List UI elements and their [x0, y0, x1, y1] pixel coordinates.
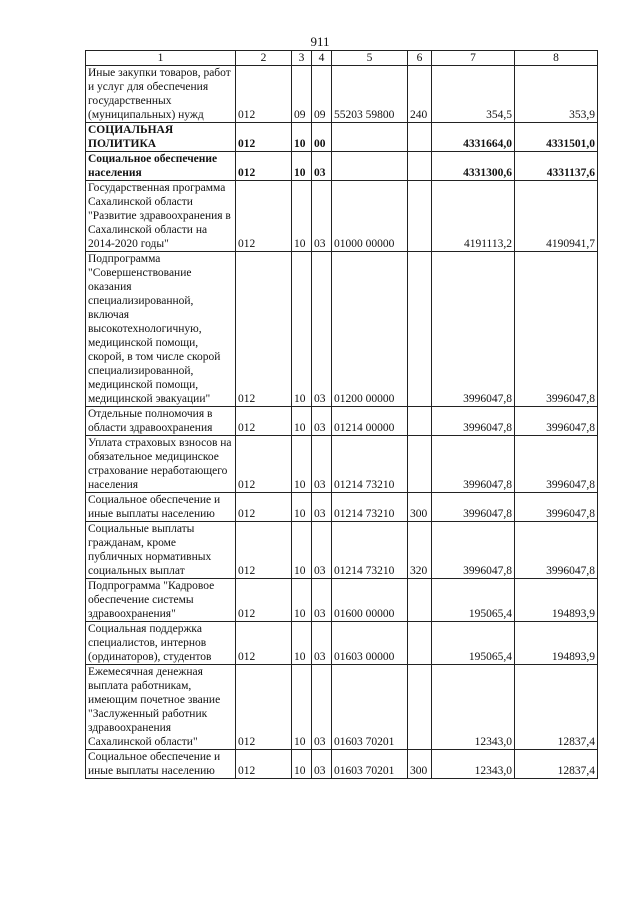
- table-row: [86, 493, 598, 522]
- expense-type-cell: [408, 407, 432, 436]
- amount-cell: 4331664,0: [432, 123, 515, 152]
- amount-cell: 3996047,8: [432, 493, 515, 522]
- table-row: [86, 252, 598, 407]
- subsection-cell: 03: [312, 407, 332, 436]
- code-cell: 012: [236, 579, 292, 622]
- target-article-cell: 01214 73210: [332, 493, 408, 522]
- amount-cell: 3996047,8: [432, 407, 515, 436]
- expense-type-cell: [408, 622, 432, 665]
- amount-cell: 194893,9: [515, 579, 598, 622]
- amount-cell: 353,9: [515, 66, 598, 123]
- table-row: [86, 66, 598, 123]
- table-row: [86, 522, 598, 579]
- section-cell: 10: [292, 436, 312, 493]
- column-header: 3: [292, 51, 312, 66]
- code-cell: 012: [236, 66, 292, 123]
- row-name-cell: Отдельные полномочия в области здравоохранения: [86, 407, 236, 436]
- table-header-row: [86, 51, 598, 66]
- amount-cell: 3996047,8: [515, 252, 598, 407]
- amount-cell: 12343,0: [432, 665, 515, 750]
- amount-cell: 195065,4: [432, 579, 515, 622]
- row-name-cell: Социальное обеспечение населения: [86, 152, 236, 181]
- section-cell: 10: [292, 665, 312, 750]
- amount-cell: 12343,0: [432, 750, 515, 779]
- subsection-cell: 03: [312, 522, 332, 579]
- subsection-cell: 03: [312, 750, 332, 779]
- amount-cell: 3996047,8: [432, 252, 515, 407]
- amount-cell: 195065,4: [432, 622, 515, 665]
- row-name-cell: Социальная поддержка специалистов, интернов (ординаторов), студентов: [86, 622, 236, 665]
- column-header: 6: [408, 51, 432, 66]
- row-name-cell: СОЦИАЛЬНАЯ ПОЛИТИКА: [86, 123, 236, 152]
- amount-cell: 3996047,8: [432, 522, 515, 579]
- expense-type-cell: [408, 152, 432, 181]
- row-name-cell: Социальное обеспечение и иные выплаты населению: [86, 750, 236, 779]
- amount-cell: 194893,9: [515, 622, 598, 665]
- table-body: [86, 66, 598, 779]
- subsection-cell: 09: [312, 66, 332, 123]
- amount-cell: 4331501,0: [515, 123, 598, 152]
- target-article-cell: 01603 70201: [332, 750, 408, 779]
- section-cell: 10: [292, 181, 312, 252]
- expense-type-cell: [408, 436, 432, 493]
- target-article-cell: 01600 00000: [332, 579, 408, 622]
- page-number: 911: [310, 34, 330, 49]
- subsection-cell: 03: [312, 181, 332, 252]
- subsection-cell: 03: [312, 436, 332, 493]
- expense-type-cell: 300: [408, 493, 432, 522]
- table-row: [86, 622, 598, 665]
- column-header: 5: [332, 51, 408, 66]
- target-article-cell: 01214 73210: [332, 436, 408, 493]
- expense-type-cell: 240: [408, 66, 432, 123]
- code-cell: 012: [236, 181, 292, 252]
- subsection-cell: 00: [312, 123, 332, 152]
- amount-cell: 4190941,7: [515, 181, 598, 252]
- table-row: [86, 407, 598, 436]
- expense-type-cell: [408, 252, 432, 407]
- subsection-cell: 03: [312, 493, 332, 522]
- table-row: [86, 750, 598, 779]
- row-name-cell: Иные закупки товаров, работ и услуг для обеспечения государственных (муниципальных) нужд: [86, 66, 236, 123]
- row-name-cell: Уплата страховых взносов на обязательное медицинское страхование неработающего населения: [86, 436, 236, 493]
- column-header: 4: [312, 51, 332, 66]
- expense-type-cell: 300: [408, 750, 432, 779]
- section-cell: 10: [292, 622, 312, 665]
- amount-cell: 354,5: [432, 66, 515, 123]
- table-row: [86, 436, 598, 493]
- amount-cell: 3996047,8: [432, 436, 515, 493]
- section-cell: 10: [292, 407, 312, 436]
- section-cell: 10: [292, 493, 312, 522]
- row-name-cell: Государственная программа Сахалинской области "Развитие здравоохранения в Сахалинской области на 2014-2020 годы": [86, 181, 236, 252]
- subsection-cell: 03: [312, 152, 332, 181]
- target-article-cell: 55203 59800: [332, 66, 408, 123]
- table-row: [86, 579, 598, 622]
- column-header: 2: [236, 51, 292, 66]
- amount-cell: 3996047,8: [515, 407, 598, 436]
- code-cell: 012: [236, 152, 292, 181]
- target-article-cell: 01603 70201: [332, 665, 408, 750]
- amount-cell: 12837,4: [515, 665, 598, 750]
- section-cell: 10: [292, 522, 312, 579]
- row-name-cell: Социальные выплаты гражданам, кроме публичных нормативных социальных выплат: [86, 522, 236, 579]
- section-cell: 09: [292, 66, 312, 123]
- code-cell: 012: [236, 665, 292, 750]
- section-cell: 10: [292, 579, 312, 622]
- amount-cell: 3996047,8: [515, 522, 598, 579]
- expense-type-cell: [408, 579, 432, 622]
- target-article-cell: 01000 00000: [332, 181, 408, 252]
- table-row: [86, 123, 598, 152]
- code-cell: 012: [236, 493, 292, 522]
- table-row: [86, 152, 598, 181]
- target-article-cell: [332, 123, 408, 152]
- section-cell: 10: [292, 252, 312, 407]
- code-cell: 012: [236, 436, 292, 493]
- row-name-cell: Подпрограмма "Кадровое обеспечение системы здравоохранения": [86, 579, 236, 622]
- expense-type-cell: [408, 665, 432, 750]
- target-article-cell: 01214 73210: [332, 522, 408, 579]
- amount-cell: 4191113,2: [432, 181, 515, 252]
- budget-table: [85, 50, 598, 779]
- subsection-cell: 03: [312, 622, 332, 665]
- expense-type-cell: 320: [408, 522, 432, 579]
- amount-cell: 4331300,6: [432, 152, 515, 181]
- section-cell: 10: [292, 152, 312, 181]
- amount-cell: 12837,4: [515, 750, 598, 779]
- code-cell: 012: [236, 522, 292, 579]
- row-name-cell: Ежемесячная денежная выплата работникам, имеющим почетное звание "Заслуженный работник здравоохранения Сахалинской области": [86, 665, 236, 750]
- target-article-cell: 01214 00000: [332, 407, 408, 436]
- column-header: 8: [515, 51, 598, 66]
- amount-cell: 4331137,6: [515, 152, 598, 181]
- code-cell: 012: [236, 123, 292, 152]
- row-name-cell: Подпрограмма "Совершенствование оказания специализированной, включая высокотехнологичную, медицинской помощи, скорой, в том числе скорой специализированной, медицинской помощи, медицинской эвакуации": [86, 252, 236, 407]
- code-cell: 012: [236, 750, 292, 779]
- section-cell: 10: [292, 123, 312, 152]
- target-article-cell: 01200 00000: [332, 252, 408, 407]
- code-cell: 012: [236, 622, 292, 665]
- code-cell: 012: [236, 252, 292, 407]
- column-header: 7: [432, 51, 515, 66]
- amount-cell: 3996047,8: [515, 493, 598, 522]
- expense-type-cell: [408, 181, 432, 252]
- section-cell: 10: [292, 750, 312, 779]
- subsection-cell: 03: [312, 252, 332, 407]
- subsection-cell: 03: [312, 579, 332, 622]
- column-header: 1: [86, 51, 236, 66]
- subsection-cell: 03: [312, 665, 332, 750]
- table-row: [86, 665, 598, 750]
- expense-type-cell: [408, 123, 432, 152]
- target-article-cell: 01603 00000: [332, 622, 408, 665]
- row-name-cell: Социальное обеспечение и иные выплаты населению: [86, 493, 236, 522]
- target-article-cell: [332, 152, 408, 181]
- code-cell: 012: [236, 407, 292, 436]
- amount-cell: 3996047,8: [515, 436, 598, 493]
- table-row: [86, 181, 598, 252]
